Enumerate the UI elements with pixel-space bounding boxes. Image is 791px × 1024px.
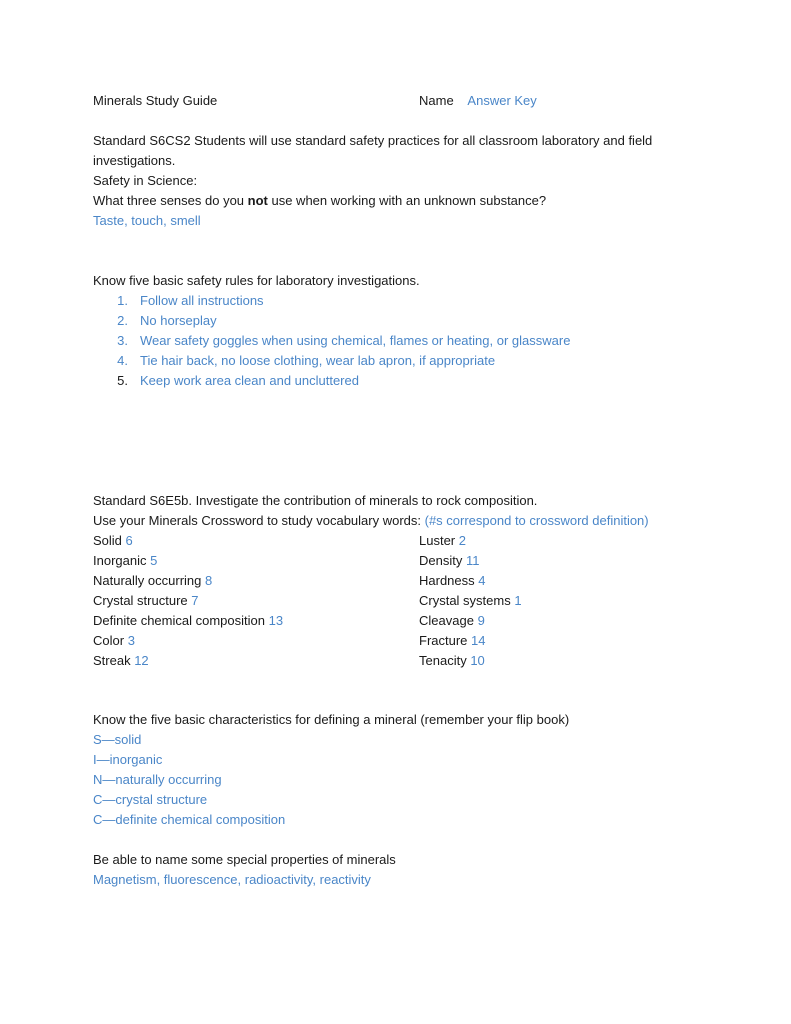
characteristic-item: C—definite chemical composition	[93, 812, 286, 827]
vocab-number: 14	[471, 633, 486, 648]
rule-text: Follow all instructions	[140, 293, 264, 308]
document-title: Minerals Study Guide	[93, 93, 218, 108]
vocab-term: Fracture	[419, 633, 468, 648]
vocab-item	[93, 611, 283, 631]
vocab-term: Definite chemical composition	[93, 613, 265, 628]
question-text: What three senses do you	[93, 193, 248, 208]
vocab-prompt-text: Use your Minerals Crossword to study vocabulary words:	[93, 513, 425, 528]
vocab-term: Streak	[93, 653, 131, 668]
rule-number: 3.	[117, 333, 128, 348]
vocab-number: 2	[458, 533, 466, 548]
vocab-item	[93, 631, 135, 651]
name-answer: Answer Key	[467, 93, 537, 108]
vocab-term: Cleavage	[419, 613, 474, 628]
vocab-term: Color	[93, 633, 125, 648]
vocab-term: Hardness	[419, 573, 475, 588]
vocab-number: 5	[150, 553, 158, 568]
characteristic-item: I—inorganic	[93, 752, 163, 767]
vocab-item	[93, 531, 133, 551]
minerals-standard: Standard S6E5b. Investigate the contribution of minerals to rock composition.	[93, 493, 538, 508]
vocab-item	[93, 551, 157, 571]
vocab-item	[419, 531, 466, 551]
question-emphasis: not	[247, 193, 268, 208]
safety-standard: Standard S6CS2 Students will use standard safety practices for all classroom laboratory and field	[93, 133, 653, 148]
vocab-item	[93, 651, 149, 671]
vocab-item	[419, 571, 486, 591]
vocab-number: 4	[478, 573, 486, 588]
vocab-number: 6	[125, 533, 133, 548]
rule-text: Tie hair back, no loose clothing, wear lab apron, if appropriate	[140, 353, 496, 368]
characteristic-item: S—solid	[93, 732, 142, 747]
vocab-term: Inorganic	[93, 553, 147, 568]
vocab-number: 8	[205, 573, 213, 588]
vocab-item	[419, 551, 479, 571]
special-properties-prompt: Be able to name some special properties of minerals	[93, 852, 396, 867]
vocab-item	[419, 611, 485, 631]
vocab-number: 9	[477, 613, 485, 628]
rule-number: 5.	[117, 373, 128, 388]
vocab-number: 7	[191, 593, 199, 608]
vocab-prompt	[93, 511, 649, 531]
safety-standard-cont: investigations.	[93, 153, 176, 168]
vocab-note: (#s correspond to crossword definition)	[424, 513, 649, 528]
question-text-end: use when working with an unknown substance?	[267, 193, 547, 208]
vocab-item	[93, 571, 212, 591]
special-properties-answer: Magnetism, fluorescence, radioactivity, reactivity	[93, 872, 371, 887]
characteristics-prompt: Know the five basic characteristics for defining a mineral (remember your flip book)	[93, 712, 570, 727]
vocab-term: Luster	[419, 533, 456, 548]
rule-number: 2.	[117, 313, 128, 328]
senses-question	[93, 191, 546, 211]
vocab-item	[419, 631, 486, 651]
safety-heading: Safety in Science:	[93, 173, 198, 188]
name-label: Name	[419, 93, 454, 108]
characteristic-item: N—naturally occurring	[93, 772, 222, 787]
characteristic-item: C—crystal structure	[93, 792, 208, 807]
rule-text: No horseplay	[140, 313, 217, 328]
vocab-number: 1	[514, 593, 522, 608]
rule-text: Keep work area clean and uncluttered	[140, 373, 359, 388]
vocab-number: 10	[470, 653, 485, 668]
vocab-number: 12	[134, 653, 149, 668]
vocab-number: 3	[127, 633, 135, 648]
vocab-term: Naturally occurring	[93, 573, 202, 588]
vocab-term: Density	[419, 553, 463, 568]
vocab-term: Crystal systems	[419, 593, 511, 608]
vocab-term: Crystal structure	[93, 593, 188, 608]
rule-number: 4.	[117, 353, 128, 368]
senses-answer: Taste, touch, smell	[93, 213, 201, 228]
rules-prompt: Know five basic safety rules for laboratory investigations.	[93, 273, 420, 288]
vocab-number: 11	[465, 553, 480, 568]
vocab-term: Tenacity	[419, 653, 467, 668]
name-field	[419, 91, 537, 111]
rule-number: 1.	[117, 293, 128, 308]
vocab-item	[93, 591, 199, 611]
vocab-item	[419, 591, 522, 611]
vocab-term: Solid	[93, 533, 122, 548]
rule-text: Wear safety goggles when using chemical, flames or heating, or glassware	[140, 333, 571, 348]
vocab-item	[419, 651, 485, 671]
vocab-number: 13	[268, 613, 284, 628]
